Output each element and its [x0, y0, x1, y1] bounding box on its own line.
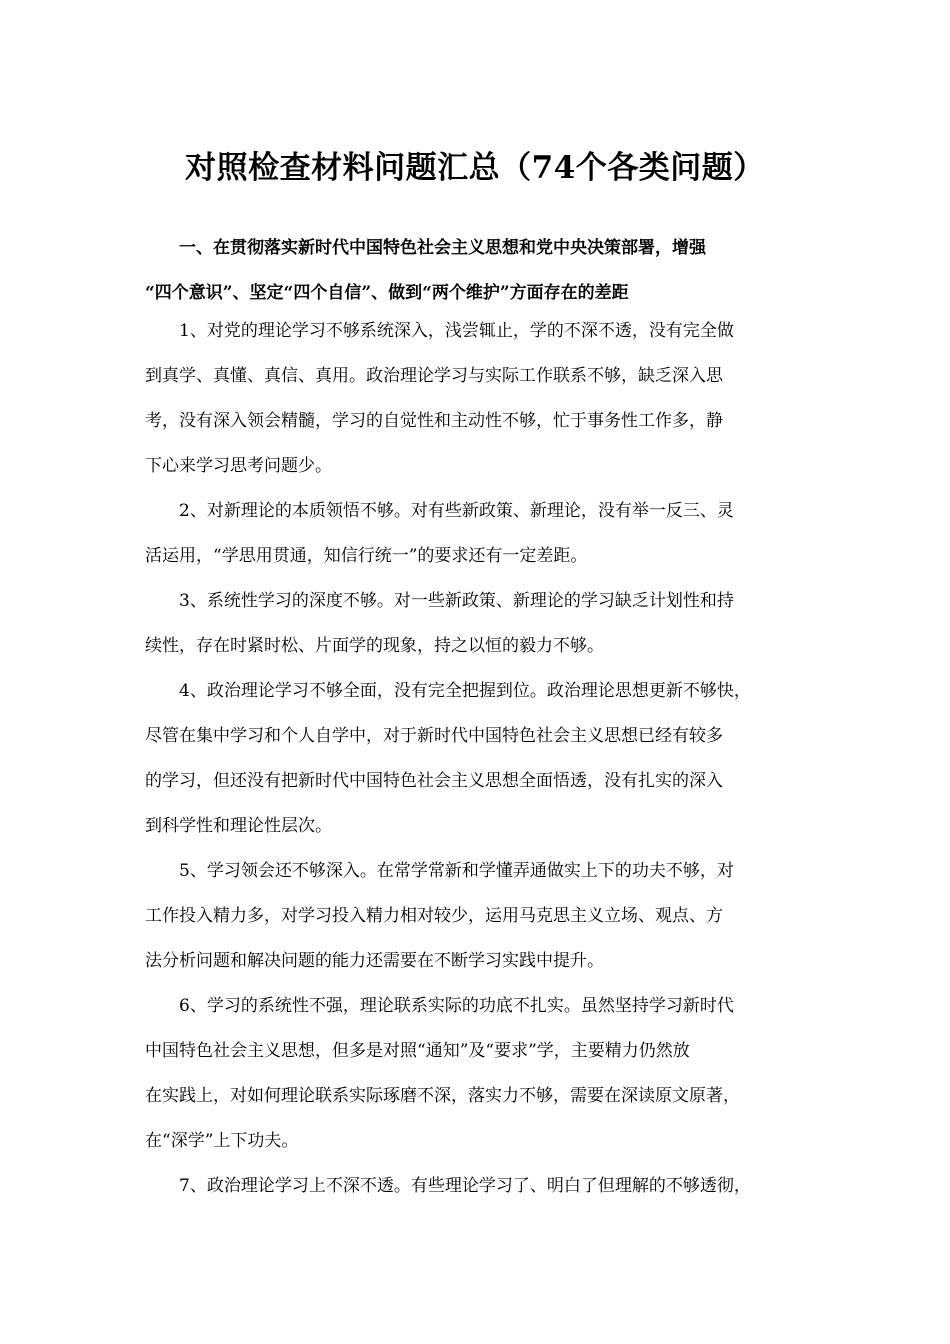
paragraph-2 — [145, 489, 810, 579]
paragraph-6 — [145, 984, 810, 1164]
paragraph-line: 尽管在集中学习和个人自学中，对于新时代中国特色社会主义思想已经有较多 — [145, 726, 723, 746]
paragraph-line: 的学习，但还没有把新时代中国特色社会主义思想全面悟透，没有扎实的深入 — [145, 771, 723, 791]
paragraph-line: 2、对新理论的本质领悟不够。对有些新政策、新理论，没有举一反三、灵 — [179, 501, 734, 521]
paragraph-line: 在“深学”上下功夫。 — [145, 1131, 299, 1151]
paragraph-line: 6、学习的系统性不强，理论联系实际的功底不扎实。虽然坚持学习新时代 — [179, 996, 734, 1016]
paragraph-line: 1、对党的理论学习不够系统深入，浅尝辄止，学的不深不透，没有完全做 — [179, 321, 734, 341]
section-heading-line-2: “四个意识”、坚定“四个自信”、做到“两个维护”方面存在的差距 — [145, 283, 629, 303]
paragraph-line: 下心来学习思考问题少。 — [145, 456, 332, 476]
document-title: 对照检查材料问题汇总（74个各类问题） — [185, 150, 765, 186]
document-body — [145, 309, 810, 1209]
paragraph-4 — [145, 669, 810, 849]
paragraph-line: 到科学性和理论性层次。 — [145, 816, 332, 836]
section-heading-line-1: 一、在贯彻落实新时代中国特色社会主义思想和党中央决策部署，增强 — [179, 238, 706, 258]
section-heading — [145, 226, 810, 316]
paragraph-line: 在实践上，对如何理论联系实际琢磨不深，落实力不够，需要在深读原文原著， — [145, 1086, 740, 1106]
paragraph-7 — [145, 1164, 810, 1209]
paragraph-line: 中国特色社会主义思想，但多是对照“通知”及“要求”学，主要精力仍然放 — [145, 1041, 690, 1061]
paragraph-line: 活运用，“学思用贯通，知信行统一”的要求还有一定差距。 — [145, 546, 588, 566]
paragraph-line: 考，没有深入领会精髓，学习的自觉性和主动性不够，忙于事务性工作多，静 — [145, 411, 723, 431]
paragraph-line: 工作投入精力多，对学习投入精力相对较少，运用马克思主义立场、观点、方 — [145, 906, 723, 926]
paragraph-line: 4、政治理论学习不够全面，没有完全把握到位。政治理论思想更新不够快， — [179, 681, 751, 701]
paragraph-line: 到真学、真懂、真信、真用。政治理论学习与实际工作联系不够，缺乏深入思 — [145, 366, 723, 386]
paragraph-line: 7、政治理论学习上不深不透。有些理论学习了、明白了但理解的不够透彻， — [179, 1176, 751, 1196]
paragraph-line: 法分析问题和解决问题的能力还需要在不断学习实践中提升。 — [145, 951, 604, 971]
paragraph-line: 续性，存在时紧时松、片面学的现象，持之以恒的毅力不够。 — [145, 636, 604, 656]
paragraph-3 — [145, 579, 810, 669]
paragraph-1 — [145, 309, 810, 489]
paragraph-5 — [145, 849, 810, 984]
paragraph-line: 5、学习领会还不够深入。在常学常新和学懂弄通做实上下的功夫不够，对 — [179, 861, 734, 881]
paragraph-line: 3、系统性学习的深度不够。对一些新政策、新理论的学习缺乏计划性和持 — [179, 591, 734, 611]
